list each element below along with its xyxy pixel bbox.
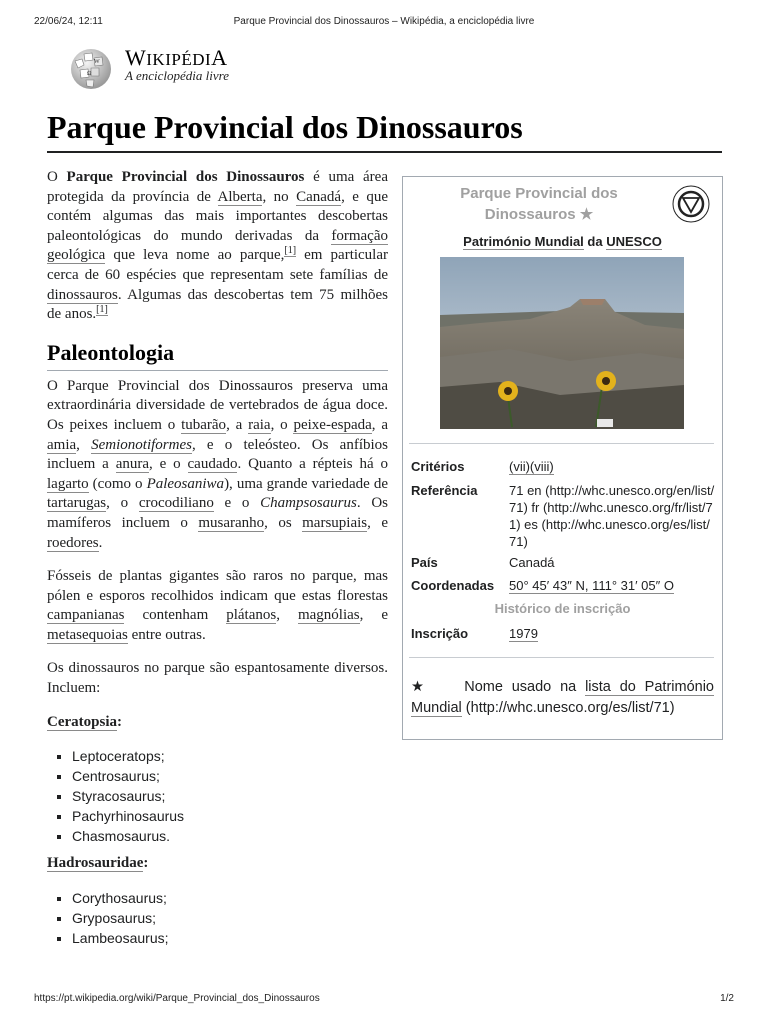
ceratopsia-heading: Ceratopsia: — [47, 713, 122, 730]
link-campanianas[interactable]: campanianas — [47, 607, 125, 624]
link-coordenadas[interactable]: 50° 45′ 43″ N, 111° 31′ 05″ O — [509, 578, 674, 593]
wordmark-final: A — [211, 45, 228, 70]
row-value: Canadá — [509, 555, 555, 570]
row-label: Inscrição — [411, 626, 469, 641]
link-formacao-geologica[interactable]: formação geológica — [47, 227, 388, 264]
link-canada[interactable]: Canadá — [296, 188, 342, 205]
wordmark-middle: IKIPÉDI — [146, 50, 212, 69]
link-peixe-espada[interactable]: peixe-espada — [293, 416, 372, 433]
link-unesco[interactable]: UNESCO — [606, 234, 662, 249]
link-hadrosauridae[interactable]: Hadrosauridae — [47, 855, 144, 872]
link-crocodiliano[interactable]: crocodiliano — [138, 495, 214, 512]
section-heading-paleontologia: Paleontologia — [47, 339, 388, 371]
hadrosauridae-list — [47, 888, 388, 948]
star-icon: ★ — [411, 679, 429, 695]
link-lagarto[interactable]: lagarto — [47, 475, 89, 492]
svg-text:Ω: Ω — [87, 71, 92, 77]
list-item: ▪ Pachyrhinosaurus — [72, 806, 388, 826]
list-item: ▪ Styracosaurus; — [72, 786, 388, 806]
page-title: Parque Provincial dos Dinossauros — [47, 107, 722, 153]
list-item: ▪ Lambeosaurus; — [72, 928, 388, 948]
link-lista-patrimonio[interactable]: lista do Património Mundial — [411, 679, 714, 716]
list-item: ▪ Gryposaurus; — [72, 908, 388, 928]
wikipedia-globe-icon[interactable] — [66, 45, 116, 91]
plants-paragraph: Fósseis de plantas gigantes são raros no parque, mas pólen e esporos recolhidos indicam que estas florestas campanianas contenham plátanos, magnólias, e metasequoias entre outras. — [47, 568, 389, 643]
link-patrimonio-mundial[interactable]: Património Mundial — [463, 234, 584, 249]
row-label: Coordenadas — [411, 578, 495, 593]
link-amia[interactable]: amia — [47, 436, 77, 453]
intro-paragraph: O Parque Provincial dos Dinossauros é uma área protegida da província de Alberta, no Canadá, e que contém algumas das mais importantes descobertas paleontológicas do mundo derivadas da formação geológica que leva nome ao parque,[1] em particular cerca de 60 espécies que representam sete famílias de dinossauros. Algumas das descobertas tem 75 milhões de anos.[1] — [47, 169, 389, 323]
link-tartarugas[interactable]: tartarugas — [47, 495, 107, 512]
row-label: Referência — [411, 483, 478, 498]
reference-1b[interactable]: [1] — [96, 304, 108, 316]
link-ceratopsia[interactable]: Ceratopsia — [47, 713, 117, 730]
link-semionotiformes[interactable]: Semionotiformes — [91, 436, 192, 453]
link-criterios[interactable]: (vii)(viii) — [509, 459, 554, 474]
dinosaurs-intro: Os dinossauros no parque são espantosamente diversos. Incluem: — [47, 660, 388, 697]
world-heritage-emblem-icon[interactable] — [671, 184, 711, 224]
list-item: ▪ Corythosaurus; — [72, 888, 388, 908]
print-page-number: 1/2 — [720, 993, 734, 1004]
link-tubarao[interactable]: tubarão — [181, 416, 227, 433]
link-platanos[interactable]: plátanos — [226, 607, 277, 624]
ceratopsia-list — [47, 746, 388, 846]
infobox-title: Parque Provincial dos Dinossauros ★ — [460, 185, 618, 223]
link-metasequoias[interactable]: metasequoias — [47, 626, 128, 643]
row-label: País — [411, 555, 438, 570]
paleontology-paragraph: O Parque Provincial dos Dinossauros preserva uma extraordinária diversidade de vertebrados de água doce. Os peixes incluem o tubarão, a raia, o peixe-espada, a amia, Semionotiformes, e o teleósteo. Os anfíbios incluem a anura, e o caudado. Quanto a répteis há o lagarto (como o Paleosaniwa), uma grande variedade de tartarugas, o crocodiliano e o Champsosaurus. Os mamíferos incluem o musaranho, os marsupiais, e roedores. — [47, 377, 389, 551]
link-raia[interactable]: raia — [248, 416, 271, 433]
link-inscricao-year[interactable]: 1979 — [509, 626, 538, 641]
link-anura[interactable]: anura — [115, 456, 150, 473]
infobox-separator — [409, 443, 714, 444]
link-musaranho[interactable]: musaranho — [198, 514, 265, 531]
print-page-title: Parque Provincial dos Dinossauros – Wikipédia, a enciclopédia livre — [233, 16, 535, 27]
hadrosauridae-heading: Hadrosauridae: — [47, 855, 149, 872]
link-alberta[interactable]: Alberta — [217, 188, 263, 205]
wikipedia-tagline: A enciclopédia livre — [125, 68, 229, 83]
reference-1[interactable]: [1] — [284, 245, 297, 257]
infobox-subtitle: Património Mundial da UNESCO — [463, 234, 662, 249]
article-body — [47, 168, 388, 956]
list-item: ▪ Centrosaurus; — [72, 766, 388, 786]
infobox-history-heading: Histórico de inscrição — [494, 601, 631, 616]
list-item: ▪ Chasmosaurus. — [72, 826, 388, 846]
link-marsupiais[interactable]: marsupiais — [302, 514, 368, 531]
infobox-separator — [409, 657, 714, 658]
row-label: Critérios — [411, 459, 465, 474]
print-date: 22/06/24, 12:11 — [34, 16, 103, 27]
list-item: ▪ Leptoceratops; — [72, 746, 388, 766]
link-roedores[interactable]: roedores — [47, 534, 99, 551]
wordmark-initial: W — [125, 45, 147, 70]
link-dinossauros[interactable]: dinossauros — [47, 286, 118, 303]
infobox-footnote: ★ Nome usado na lista do Património Mundial (http://whc.unesco.org/es/list/71) — [411, 679, 714, 716]
row-value: 71 en (http://whc.unesco.org/en/list/71) fr (http://whc.unesco.org/fr/list/71) es (http://whc.unesco.org/es/list/71) — [509, 483, 715, 549]
link-caudado[interactable]: caudado — [187, 456, 238, 473]
svg-text:W: W — [94, 59, 100, 65]
link-magnolias[interactable]: magnólias — [297, 607, 360, 624]
badlands-photo[interactable] — [440, 257, 684, 429]
star-icon: ★ — [579, 206, 594, 223]
infobox — [402, 176, 723, 740]
print-url: https://pt.wikipedia.org/wiki/Parque_Provincial_dos_Dinossauros — [34, 993, 320, 1004]
